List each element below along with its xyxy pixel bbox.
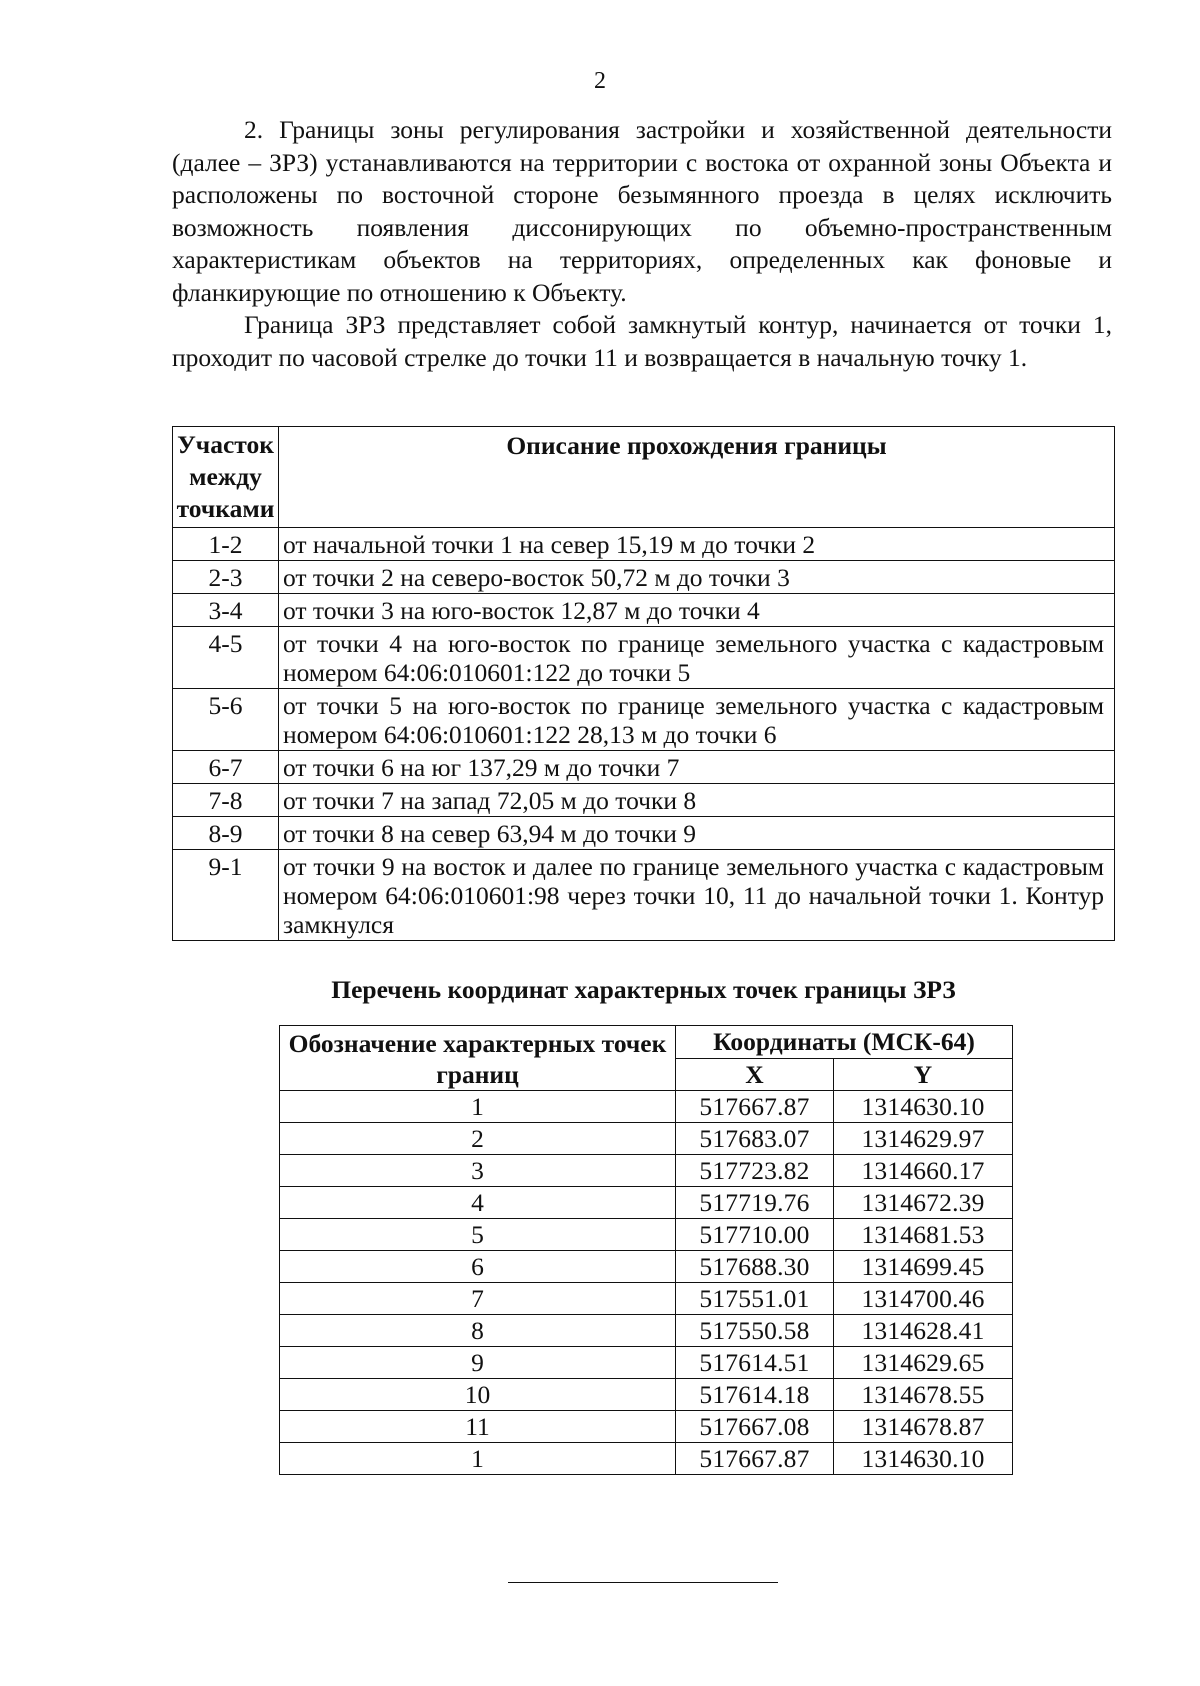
x-coordinate-cell: 517688.30 (676, 1251, 834, 1283)
route-table-row (173, 594, 1115, 627)
description-cell: от точки 8 на север 63,94 м до точки 9 (279, 817, 1115, 850)
coordinates-row (280, 1379, 1013, 1411)
point-number-cell: 3 (280, 1155, 676, 1187)
paragraph-contour-description: Граница ЗРЗ представляет собой замкнутый контур, начинается от точки 1, проходит по часовой стрелке до точки 11 и возвращается в начальную точку 1. (172, 310, 1112, 372)
route-table-row (173, 817, 1115, 850)
description-cell: от точки 7 на запад 72,05 м до точки 8 (279, 784, 1115, 817)
point-designation-header: Обозначение характерных точек границ (280, 1026, 676, 1091)
coordinates-row (280, 1283, 1013, 1315)
boundary-route-table (172, 426, 1115, 941)
segment-cell: 1-2 (173, 528, 279, 561)
y-coordinate-cell: 1314628.41 (834, 1315, 1013, 1347)
coordinates-list-title: Перечень координат характерных точек границы ЗРЗ (331, 975, 956, 1004)
x-coordinate-cell: 517551.01 (676, 1283, 834, 1315)
description-cell: от точки 5 на юго-восток по границе земельного участка с кадастровым номером 64:06:010601:122 28,13 м до точки 6 (279, 689, 1115, 751)
route-table-row (173, 627, 1115, 689)
point-number-cell: 10 (280, 1379, 676, 1411)
coordinates-table-body (280, 1091, 1013, 1475)
description-cell: от точки 4 на юго-восток по границе земельного участка с кадастровым номером 64:06:010601:122 до точки 5 (279, 627, 1115, 689)
point-number-cell: 9 (280, 1347, 676, 1379)
point-number-cell: 1 (280, 1091, 676, 1123)
body-text (172, 114, 1112, 374)
coordinates-row (280, 1187, 1013, 1219)
description-cell: от точки 9 на восток и далее по границе земельного участка с кадастровым номером 64:06:010601:98 через точки 10, 11 до начальной точки 1. Контур замкнулся (279, 850, 1115, 941)
x-coordinate-cell: 517614.51 (676, 1347, 834, 1379)
y-coordinate-cell: 1314630.10 (834, 1443, 1013, 1475)
x-coordinate-cell: 517723.82 (676, 1155, 834, 1187)
x-coordinate-cell: 517683.07 (676, 1123, 834, 1155)
page-number: 2 (594, 68, 606, 94)
coordinates-row (280, 1315, 1013, 1347)
x-coordinate-cell: 517719.76 (676, 1187, 834, 1219)
y-coordinate-cell: 1314629.97 (834, 1123, 1013, 1155)
route-table-row (173, 751, 1115, 784)
y-coordinate-cell: 1314672.39 (834, 1187, 1013, 1219)
x-coordinate-cell: 517667.08 (676, 1411, 834, 1443)
route-table-header-row (173, 427, 1115, 528)
coordinates-row (280, 1155, 1013, 1187)
point-number-cell: 11 (280, 1411, 676, 1443)
point-number-cell: 7 (280, 1283, 676, 1315)
paragraph-zone-boundaries: 2. Границы зоны регулирования застройки и хозяйственной деятельности (далее – ЗРЗ) устанавливаются на территории с востока от охранной зоны Объекта и расположены по восточной стороне безымянного проезда в целях исключить возможность появления диссонирующих по объемно-пространственным характеристикам объектов на территориях, определенных как фоновые и фланкирующие по отношению к Объекту. (172, 115, 1112, 307)
route-table-row (173, 689, 1115, 751)
coordinates-row (280, 1251, 1013, 1283)
segment-column-header: Участок между точками (173, 427, 279, 528)
point-number-cell: 8 (280, 1315, 676, 1347)
end-of-document-rule (508, 1582, 778, 1583)
route-table-row (173, 528, 1115, 561)
coordinates-row (280, 1091, 1013, 1123)
description-column-header: Описание прохождения границы (279, 427, 1115, 528)
route-table-row (173, 850, 1115, 941)
coordinates-row (280, 1443, 1013, 1475)
segment-cell: 7-8 (173, 784, 279, 817)
y-coordinate-cell: 1314678.87 (834, 1411, 1013, 1443)
x-coordinate-cell: 517667.87 (676, 1443, 834, 1475)
y-coordinate-cell: 1314660.17 (834, 1155, 1013, 1187)
coordinates-row (280, 1219, 1013, 1251)
y-coordinate-cell: 1314678.55 (834, 1379, 1013, 1411)
segment-cell: 5-6 (173, 689, 279, 751)
coordinates-table (279, 1025, 1013, 1475)
x-coordinate-cell: 517614.18 (676, 1379, 834, 1411)
route-table-row (173, 784, 1115, 817)
y-coordinate-cell: 1314630.10 (834, 1091, 1013, 1123)
coordinates-row (280, 1411, 1013, 1443)
description-cell: от точки 6 на юг 137,29 м до точки 7 (279, 751, 1115, 784)
x-coordinate-cell: 517667.87 (676, 1091, 834, 1123)
segment-cell: 9-1 (173, 850, 279, 941)
y-coordinate-cell: 1314681.53 (834, 1219, 1013, 1251)
segment-cell: 2-3 (173, 561, 279, 594)
y-column-header: Y (834, 1058, 1013, 1091)
x-coordinate-cell: 517710.00 (676, 1219, 834, 1251)
coordinates-row (280, 1347, 1013, 1379)
x-coordinate-cell: 517550.58 (676, 1315, 834, 1347)
point-number-cell: 4 (280, 1187, 676, 1219)
segment-cell: 4-5 (173, 627, 279, 689)
y-coordinate-cell: 1314629.65 (834, 1347, 1013, 1379)
segment-cell: 3-4 (173, 594, 279, 627)
x-column-header: X (676, 1058, 834, 1091)
point-number-cell: 2 (280, 1123, 676, 1155)
coordinates-row (280, 1123, 1013, 1155)
description-cell: от точки 3 на юго-восток 12,87 м до точки 4 (279, 594, 1115, 627)
description-cell: от точки 2 на северо-восток 50,72 м до точки 3 (279, 561, 1115, 594)
coordinates-system-header: Координаты (МСК-64) (676, 1026, 1013, 1059)
point-number-cell: 6 (280, 1251, 676, 1283)
segment-cell: 6-7 (173, 751, 279, 784)
y-coordinate-cell: 1314700.46 (834, 1283, 1013, 1315)
route-table-row (173, 561, 1115, 594)
description-cell: от начальной точки 1 на север 15,19 м до точки 2 (279, 528, 1115, 561)
point-number-cell: 5 (280, 1219, 676, 1251)
point-number-cell: 1 (280, 1443, 676, 1475)
y-coordinate-cell: 1314699.45 (834, 1251, 1013, 1283)
segment-cell: 8-9 (173, 817, 279, 850)
route-table-body (173, 528, 1115, 941)
coords-header-row-1 (280, 1026, 1013, 1059)
